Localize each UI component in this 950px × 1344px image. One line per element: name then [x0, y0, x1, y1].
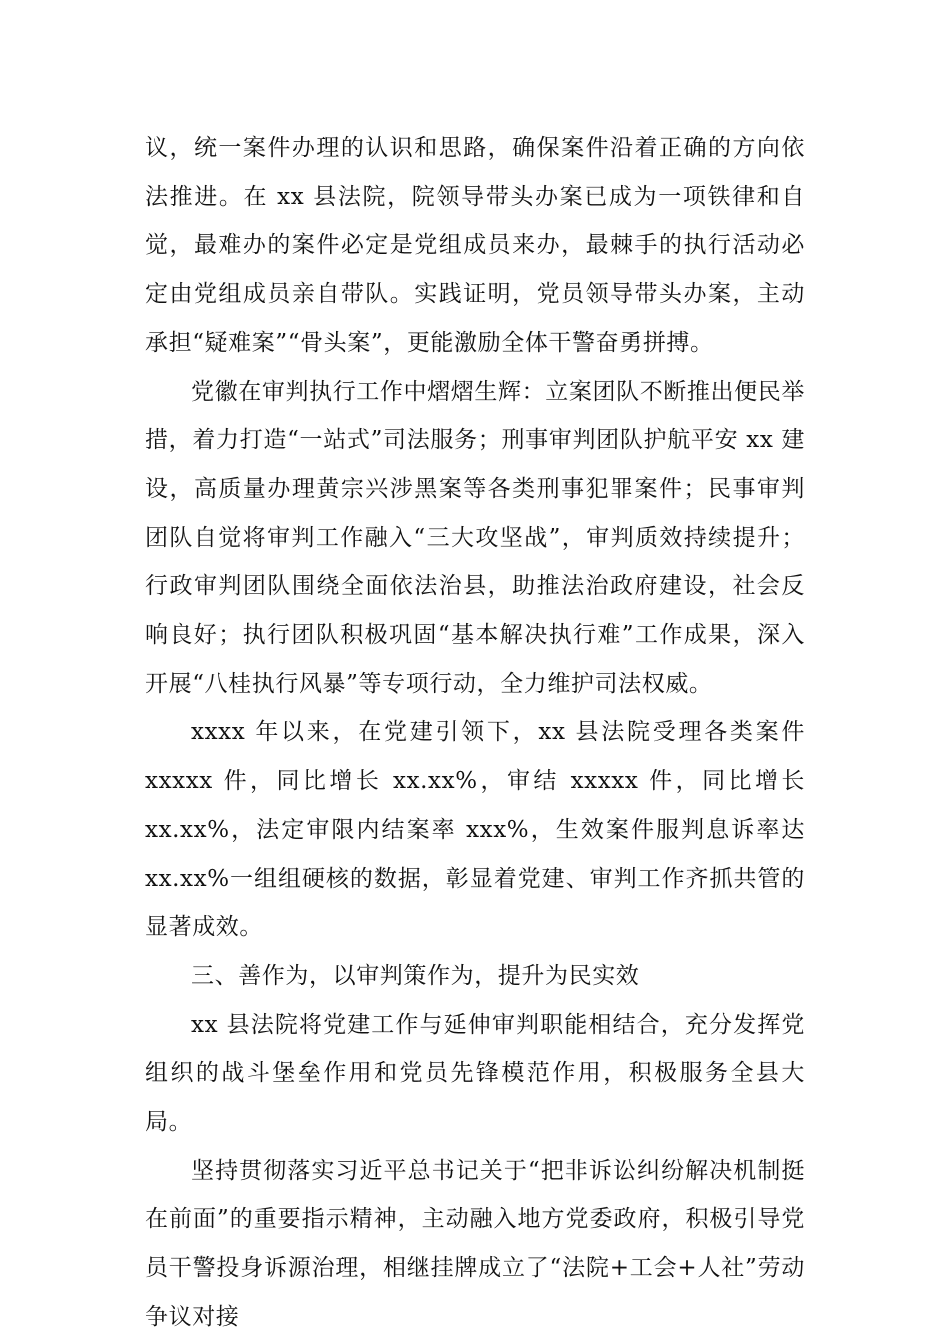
- document-body: [145, 124, 805, 1342]
- paragraph-4: xx 县法院将党建工作与延伸审判职能相结合，充分发挥党组织的战斗堡垒作用和党员先锋模范作用，积极服务全县大局。: [145, 1011, 805, 1136]
- paragraph-1: 议，统一案件办理的认识和思路，确保案件沿着正确的方向依法推进。在 xx 县法院，院领导带头办案已成为一项铁律和自觉，最难办的案件必定是党组成员来办，最棘手的执行活动必定由党组成员亲自带队。实践证明，党员领导带头办案，主动承担“疑难案”“骨头案”，更能激励全体干警奋勇拼搏。: [145, 135, 805, 356]
- paragraph-3: xxxx 年以来，在党建引领下，xx 县法院受理各类案件 xxxxx 件，同比增长 xx.xx%，审结 xxxxx 件，同比增长 xx.xx%，法定审限内结案率 xxx%，生效案件服判息诉率达 xx.xx%一组组硬核的数据，彰显着党建、审判工作齐抓共管的显著成效。: [145, 719, 805, 941]
- paragraph-2: 党徽在审判执行工作中熠熠生辉：立案团队不断推出便民举措，着力打造“一站式”司法服务；刑事审判团队护航平安 xx 建设，高质量办理黄宗兴涉黑案等各类刑事犯罪案件；民事审判团队自觉将审判工作融入“三大攻坚战”，审判质效持续提升；行政审判团队围绕全面依法治县，助推法治政府建设，社会反响良好；执行团队积极巩固“基本解决执行难”工作成果，深入开展“八桂执行风暴”等专项行动，全力维护司法权威。: [145, 378, 805, 697]
- section-heading: 三、善作为，以审判策作为，提升为民实效: [191, 962, 640, 989]
- paragraph-5: 坚持贯彻落实习近平总书记关于“把非诉讼纠纷解决机制挺在前面”的重要指示精神，主动融入地方党委政府，积极引导党员干警投身诉源治理，相继挂牌成立了“法院+工会+人社”劳动争议对接: [145, 1157, 805, 1330]
